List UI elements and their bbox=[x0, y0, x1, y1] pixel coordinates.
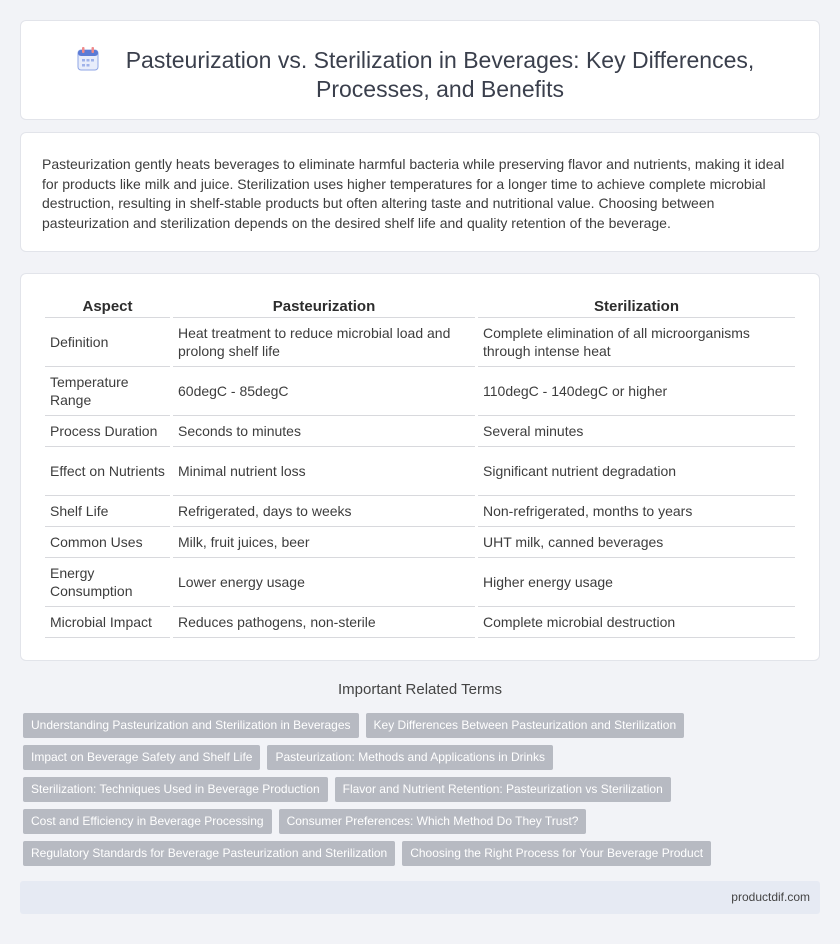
table-cell: Microbial Impact bbox=[45, 607, 170, 638]
table-cell: Higher energy usage bbox=[478, 558, 795, 607]
related-term-tag[interactable]: Sterilization: Techniques Used in Beverage Production bbox=[23, 777, 328, 802]
table-cell: 110degC - 140degC or higher bbox=[478, 367, 795, 416]
table-cell: Milk, fruit juices, beer bbox=[173, 527, 475, 558]
table-cell: Complete elimination of all microorganisms through intense heat bbox=[478, 318, 795, 367]
table-cell: Temperature Range bbox=[45, 367, 170, 416]
table-row bbox=[45, 318, 795, 367]
related-term-tag[interactable]: Flavor and Nutrient Retention: Pasteurization vs Sterilization bbox=[335, 777, 671, 802]
table-cell: Non-refrigerated, months to years bbox=[478, 496, 795, 527]
table-row bbox=[45, 607, 795, 638]
related-term-tag[interactable]: Choosing the Right Process for Your Beverage Product bbox=[402, 841, 711, 866]
table-cell: Energy Consumption bbox=[45, 558, 170, 607]
table-cell: UHT milk, canned beverages bbox=[478, 527, 795, 558]
comparison-table bbox=[42, 296, 798, 638]
table-cell: Lower energy usage bbox=[173, 558, 475, 607]
table-row bbox=[45, 416, 795, 447]
intro-paragraph: Pasteurization gently heats beverages to eliminate harmful bacteria while preserving flavor and nutrients, making it ideal for products like milk and juice. Sterilization uses higher temperatures for a longer time to achieve complete microbial destruction, resulting in shelf-stable products but often altering taste and nutritional value. Choosing between pasteurization and sterilization depends on the desired shelf life and quality retention of the beverage. bbox=[42, 156, 785, 231]
related-term-tag[interactable]: Key Differences Between Pasteurization and Sterilization bbox=[366, 713, 685, 738]
related-term-tag[interactable]: Understanding Pasteurization and Sterilization in Beverages bbox=[23, 713, 359, 738]
table-header-sterilization: Sterilization bbox=[478, 296, 795, 318]
footer bbox=[20, 881, 820, 914]
intro-card bbox=[20, 132, 820, 252]
table-cell: 60degC - 85degC bbox=[173, 367, 475, 416]
table-cell: Several minutes bbox=[478, 416, 795, 447]
related-term-tag[interactable]: Consumer Preferences: Which Method Do They Trust? bbox=[279, 809, 587, 834]
table-cell: Minimal nutrient loss bbox=[173, 447, 475, 496]
related-term-tag[interactable]: Regulatory Standards for Beverage Pasteurization and Sterilization bbox=[23, 841, 395, 866]
table-row bbox=[45, 367, 795, 416]
table-cell: Definition bbox=[45, 318, 170, 367]
title-card bbox=[20, 20, 820, 120]
table-cell: Reduces pathogens, non-sterile bbox=[173, 607, 475, 638]
table-cell: Effect on Nutrients bbox=[45, 447, 170, 496]
table-cell: Complete microbial destruction bbox=[478, 607, 795, 638]
related-terms-list bbox=[23, 713, 823, 873]
table-header-pasteurization: Pasteurization bbox=[173, 296, 475, 318]
table-cell: Refrigerated, days to weeks bbox=[173, 496, 475, 527]
footer-site-link[interactable]: productdif.com bbox=[731, 890, 810, 904]
table-cell: Common Uses bbox=[45, 527, 170, 558]
related-term-tag[interactable]: Impact on Beverage Safety and Shelf Life bbox=[23, 745, 260, 770]
table-header-aspect: Aspect bbox=[45, 296, 170, 318]
table-cell: Seconds to minutes bbox=[173, 416, 475, 447]
table-row bbox=[45, 558, 795, 607]
table-row bbox=[45, 527, 795, 558]
table-cell: Shelf Life bbox=[45, 496, 170, 527]
related-term-tag[interactable]: Cost and Efficiency in Beverage Processing bbox=[23, 809, 272, 834]
table-row bbox=[45, 447, 795, 496]
page-title: Pasteurization vs. Sterilization in Beverages: Key Differences, Processes, and Benefits bbox=[125, 47, 755, 102]
table-cell: Significant nutrient degradation bbox=[478, 447, 795, 496]
related-terms-heading: Important Related Terms bbox=[338, 681, 502, 698]
table-row bbox=[45, 496, 795, 527]
table-cell: Heat treatment to reduce microbial load and prolong shelf life bbox=[173, 318, 475, 367]
comparison-card bbox=[20, 273, 820, 661]
table-cell: Process Duration bbox=[45, 416, 170, 447]
related-term-tag[interactable]: Pasteurization: Methods and Applications in Drinks bbox=[267, 745, 552, 770]
